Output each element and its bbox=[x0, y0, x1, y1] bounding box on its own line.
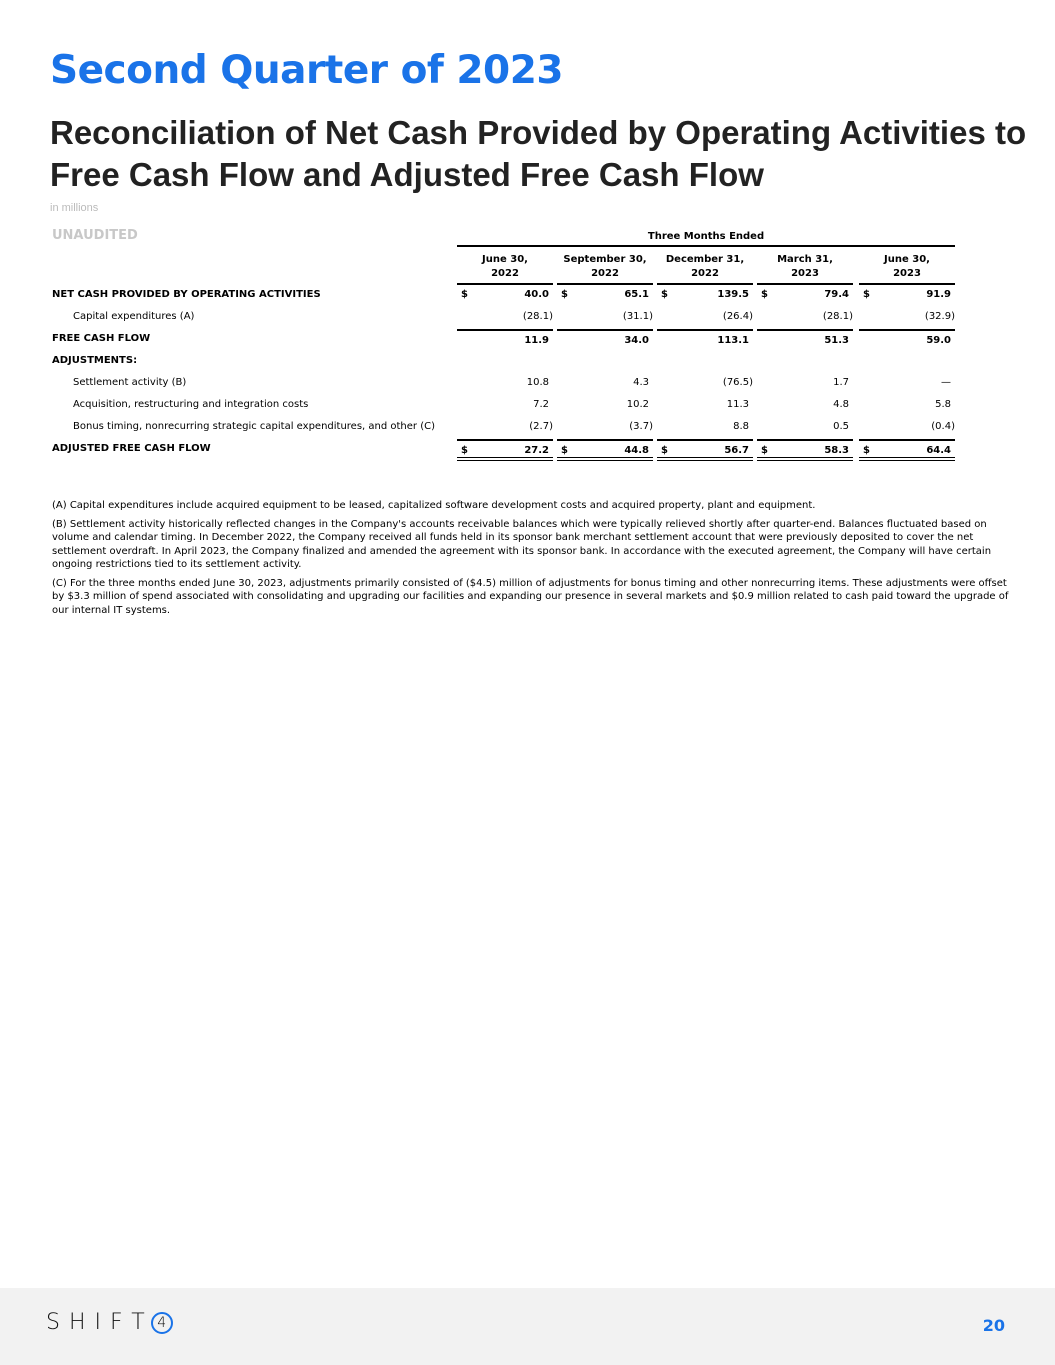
column-header-line1: June 30, bbox=[884, 254, 930, 265]
table-cell bbox=[757, 439, 853, 461]
table-cell bbox=[859, 307, 955, 329]
cell-value: 79.4 bbox=[824, 289, 849, 300]
table-cell bbox=[557, 307, 653, 329]
cell-value: 11.9 bbox=[524, 335, 549, 346]
column-header-line1: September 30, bbox=[563, 254, 647, 265]
cell-value: (31.1) bbox=[622, 311, 653, 322]
table-cell bbox=[859, 351, 955, 373]
table-cell bbox=[657, 285, 753, 307]
table-cell bbox=[657, 329, 753, 351]
table-cell bbox=[457, 439, 553, 461]
table-cell bbox=[457, 395, 553, 417]
column-header-line2: 2023 bbox=[791, 268, 819, 279]
cell-value: 58.3 bbox=[824, 445, 849, 456]
footnote: (A) Capital expenditures include acquired equipment to be leased, capitalized software development costs and acquired property, plant and equipment. bbox=[52, 500, 816, 511]
table-cell bbox=[757, 417, 853, 439]
currency-symbol: $ bbox=[461, 445, 468, 456]
table-cell bbox=[859, 439, 955, 461]
cell-value: 56.7 bbox=[724, 445, 749, 456]
unaudited-label: UNAUDITED bbox=[52, 228, 138, 243]
table-cell bbox=[657, 417, 753, 439]
table-row bbox=[52, 307, 957, 329]
group-header: Three Months Ended bbox=[457, 231, 955, 247]
cell-value: 0.5 bbox=[833, 421, 849, 432]
row-label: Bonus timing, nonrecurring strategic capital expenditures, and other (C) bbox=[73, 421, 435, 432]
currency-symbol: $ bbox=[761, 445, 768, 456]
column-header bbox=[457, 253, 553, 285]
cell-value: 65.1 bbox=[624, 289, 649, 300]
cell-value: 34.0 bbox=[624, 335, 649, 346]
column-header bbox=[657, 253, 753, 285]
table-cell bbox=[557, 351, 653, 373]
row-label: Capital expenditures (A) bbox=[73, 311, 195, 322]
column-header bbox=[859, 253, 955, 285]
footnote: (B) Settlement activity historically reflected changes in the Company's accounts receivable balances which were typically relieved shortly after quarter-end. Balances fluctuated based on volume and calendar timing. In December 2022, the Company received all funds held in its sponsor bank merchant settlement account that were previously deposited to cover the net settlement overdraft. In April 2023, the Company finalized and amended the agreement with its sponsor bank. In accordance with the executed agreement, the Company will have certain ongoing restrictions tied to its settlement activity. bbox=[52, 518, 992, 570]
table-cell bbox=[757, 285, 853, 307]
table-cell bbox=[457, 329, 553, 351]
table-cell bbox=[859, 395, 955, 417]
currency-symbol: $ bbox=[561, 445, 568, 456]
table-cell bbox=[757, 307, 853, 329]
column-header-line1: March 31, bbox=[777, 254, 833, 265]
cell-value: 4.3 bbox=[633, 377, 649, 388]
cell-value: 11.3 bbox=[726, 399, 749, 410]
table-cell bbox=[859, 417, 955, 439]
column-header-line1: June 30, bbox=[482, 254, 528, 265]
cell-value: 44.8 bbox=[624, 445, 649, 456]
cell-value: (26.4) bbox=[722, 311, 753, 322]
row-label: NET CASH PROVIDED BY OPERATING ACTIVITIES bbox=[52, 289, 321, 300]
cell-value: 27.2 bbox=[524, 445, 549, 456]
column-header-line2: 2023 bbox=[893, 268, 921, 279]
shift4-logo: SHIFT 4 bbox=[46, 1310, 173, 1335]
table-cell bbox=[557, 417, 653, 439]
cell-value: (28.1) bbox=[522, 311, 553, 322]
table-cell bbox=[657, 395, 753, 417]
column-header-line2: 2022 bbox=[591, 268, 619, 279]
cell-value: 7.2 bbox=[533, 399, 549, 410]
currency-symbol: $ bbox=[863, 289, 870, 300]
section-subtitle: Reconciliation of Net Cash Provided by Operating Activities to Free Cash Flow and Adjusted Free Cash Flow bbox=[50, 114, 1027, 193]
table-cell bbox=[657, 307, 753, 329]
table-row bbox=[52, 329, 957, 351]
currency-symbol: $ bbox=[661, 289, 668, 300]
cell-value: 59.0 bbox=[926, 335, 951, 346]
table-row bbox=[52, 439, 957, 461]
table-row bbox=[52, 285, 957, 307]
table-cell bbox=[657, 373, 753, 395]
table-cell bbox=[457, 373, 553, 395]
cell-value: 113.1 bbox=[717, 335, 749, 346]
table-row bbox=[52, 373, 957, 395]
table-cell bbox=[657, 439, 753, 461]
table-cell bbox=[757, 373, 853, 395]
table-cell bbox=[657, 351, 753, 373]
footer bbox=[0, 1288, 1055, 1365]
footnotes bbox=[52, 499, 1012, 622]
table-cell bbox=[457, 417, 553, 439]
logo-circle-four: 4 bbox=[151, 1312, 173, 1334]
table-cell bbox=[757, 329, 853, 351]
cell-value: (32.9) bbox=[924, 311, 955, 322]
row-label: Settlement activity (B) bbox=[73, 377, 187, 388]
cell-value: (28.1) bbox=[822, 311, 853, 322]
column-header-line2: 2022 bbox=[491, 268, 519, 279]
table-row bbox=[52, 417, 957, 439]
cell-value: 91.9 bbox=[926, 289, 951, 300]
table-cell bbox=[557, 373, 653, 395]
table-cell bbox=[859, 285, 955, 307]
table-cell bbox=[457, 351, 553, 373]
column-header bbox=[557, 253, 653, 285]
cell-value: 4.8 bbox=[833, 399, 849, 410]
cell-value: 1.7 bbox=[833, 377, 849, 388]
cell-value: (76.5) bbox=[722, 377, 753, 388]
cell-value: (2.7) bbox=[529, 421, 553, 432]
row-label: ADJUSTED FREE CASH FLOW bbox=[52, 443, 211, 454]
cell-value: 8.8 bbox=[733, 421, 749, 432]
table-cell bbox=[757, 351, 853, 373]
table-row bbox=[52, 395, 957, 417]
row-label: Acquisition, restructuring and integration costs bbox=[73, 399, 309, 410]
row-label: ADJUSTMENTS: bbox=[52, 355, 138, 366]
table-cell bbox=[557, 395, 653, 417]
table-cell bbox=[457, 285, 553, 307]
cell-value: — bbox=[941, 377, 951, 388]
cell-value: 5.8 bbox=[935, 399, 951, 410]
table-row bbox=[52, 351, 957, 373]
row-label: FREE CASH FLOW bbox=[52, 333, 151, 344]
column-header bbox=[757, 253, 853, 285]
cell-value: 64.4 bbox=[926, 445, 951, 456]
cell-value: 40.0 bbox=[524, 289, 549, 300]
units-note: in millions bbox=[50, 202, 99, 214]
currency-symbol: $ bbox=[461, 289, 468, 300]
cell-value: (0.4) bbox=[931, 421, 955, 432]
cell-value: (3.7) bbox=[629, 421, 653, 432]
cell-value: 10.2 bbox=[626, 399, 649, 410]
table-cell bbox=[457, 307, 553, 329]
cell-value: 10.8 bbox=[526, 377, 549, 388]
table-cell bbox=[557, 285, 653, 307]
table-cell bbox=[557, 439, 653, 461]
column-header-line2: 2022 bbox=[691, 268, 719, 279]
currency-symbol: $ bbox=[863, 445, 870, 456]
table-cell bbox=[859, 329, 955, 351]
currency-symbol: $ bbox=[661, 445, 668, 456]
page-title: Second Quarter of 2023 bbox=[50, 48, 563, 93]
cell-value: 139.5 bbox=[717, 289, 749, 300]
page-number: 20 bbox=[982, 1316, 1005, 1335]
currency-symbol: $ bbox=[761, 289, 768, 300]
table-cell bbox=[859, 373, 955, 395]
footnote: (C) For the three months ended June 30, 2023, adjustments primarily consisted of ($4.5) million of adjustments for bonus timing and other nonrecurring items. These adjustments were offset by $3.3 million of spend associated with consolidating and upgrading our facilities and expanding our presence in several markets and $0.9 million related to cash paid toward the upgrade of our internal IT systems. bbox=[52, 577, 1009, 616]
table-cell bbox=[557, 329, 653, 351]
currency-symbol: $ bbox=[561, 289, 568, 300]
table-cell bbox=[757, 395, 853, 417]
cell-value: 51.3 bbox=[824, 335, 849, 346]
column-header-line1: December 31, bbox=[665, 254, 745, 265]
